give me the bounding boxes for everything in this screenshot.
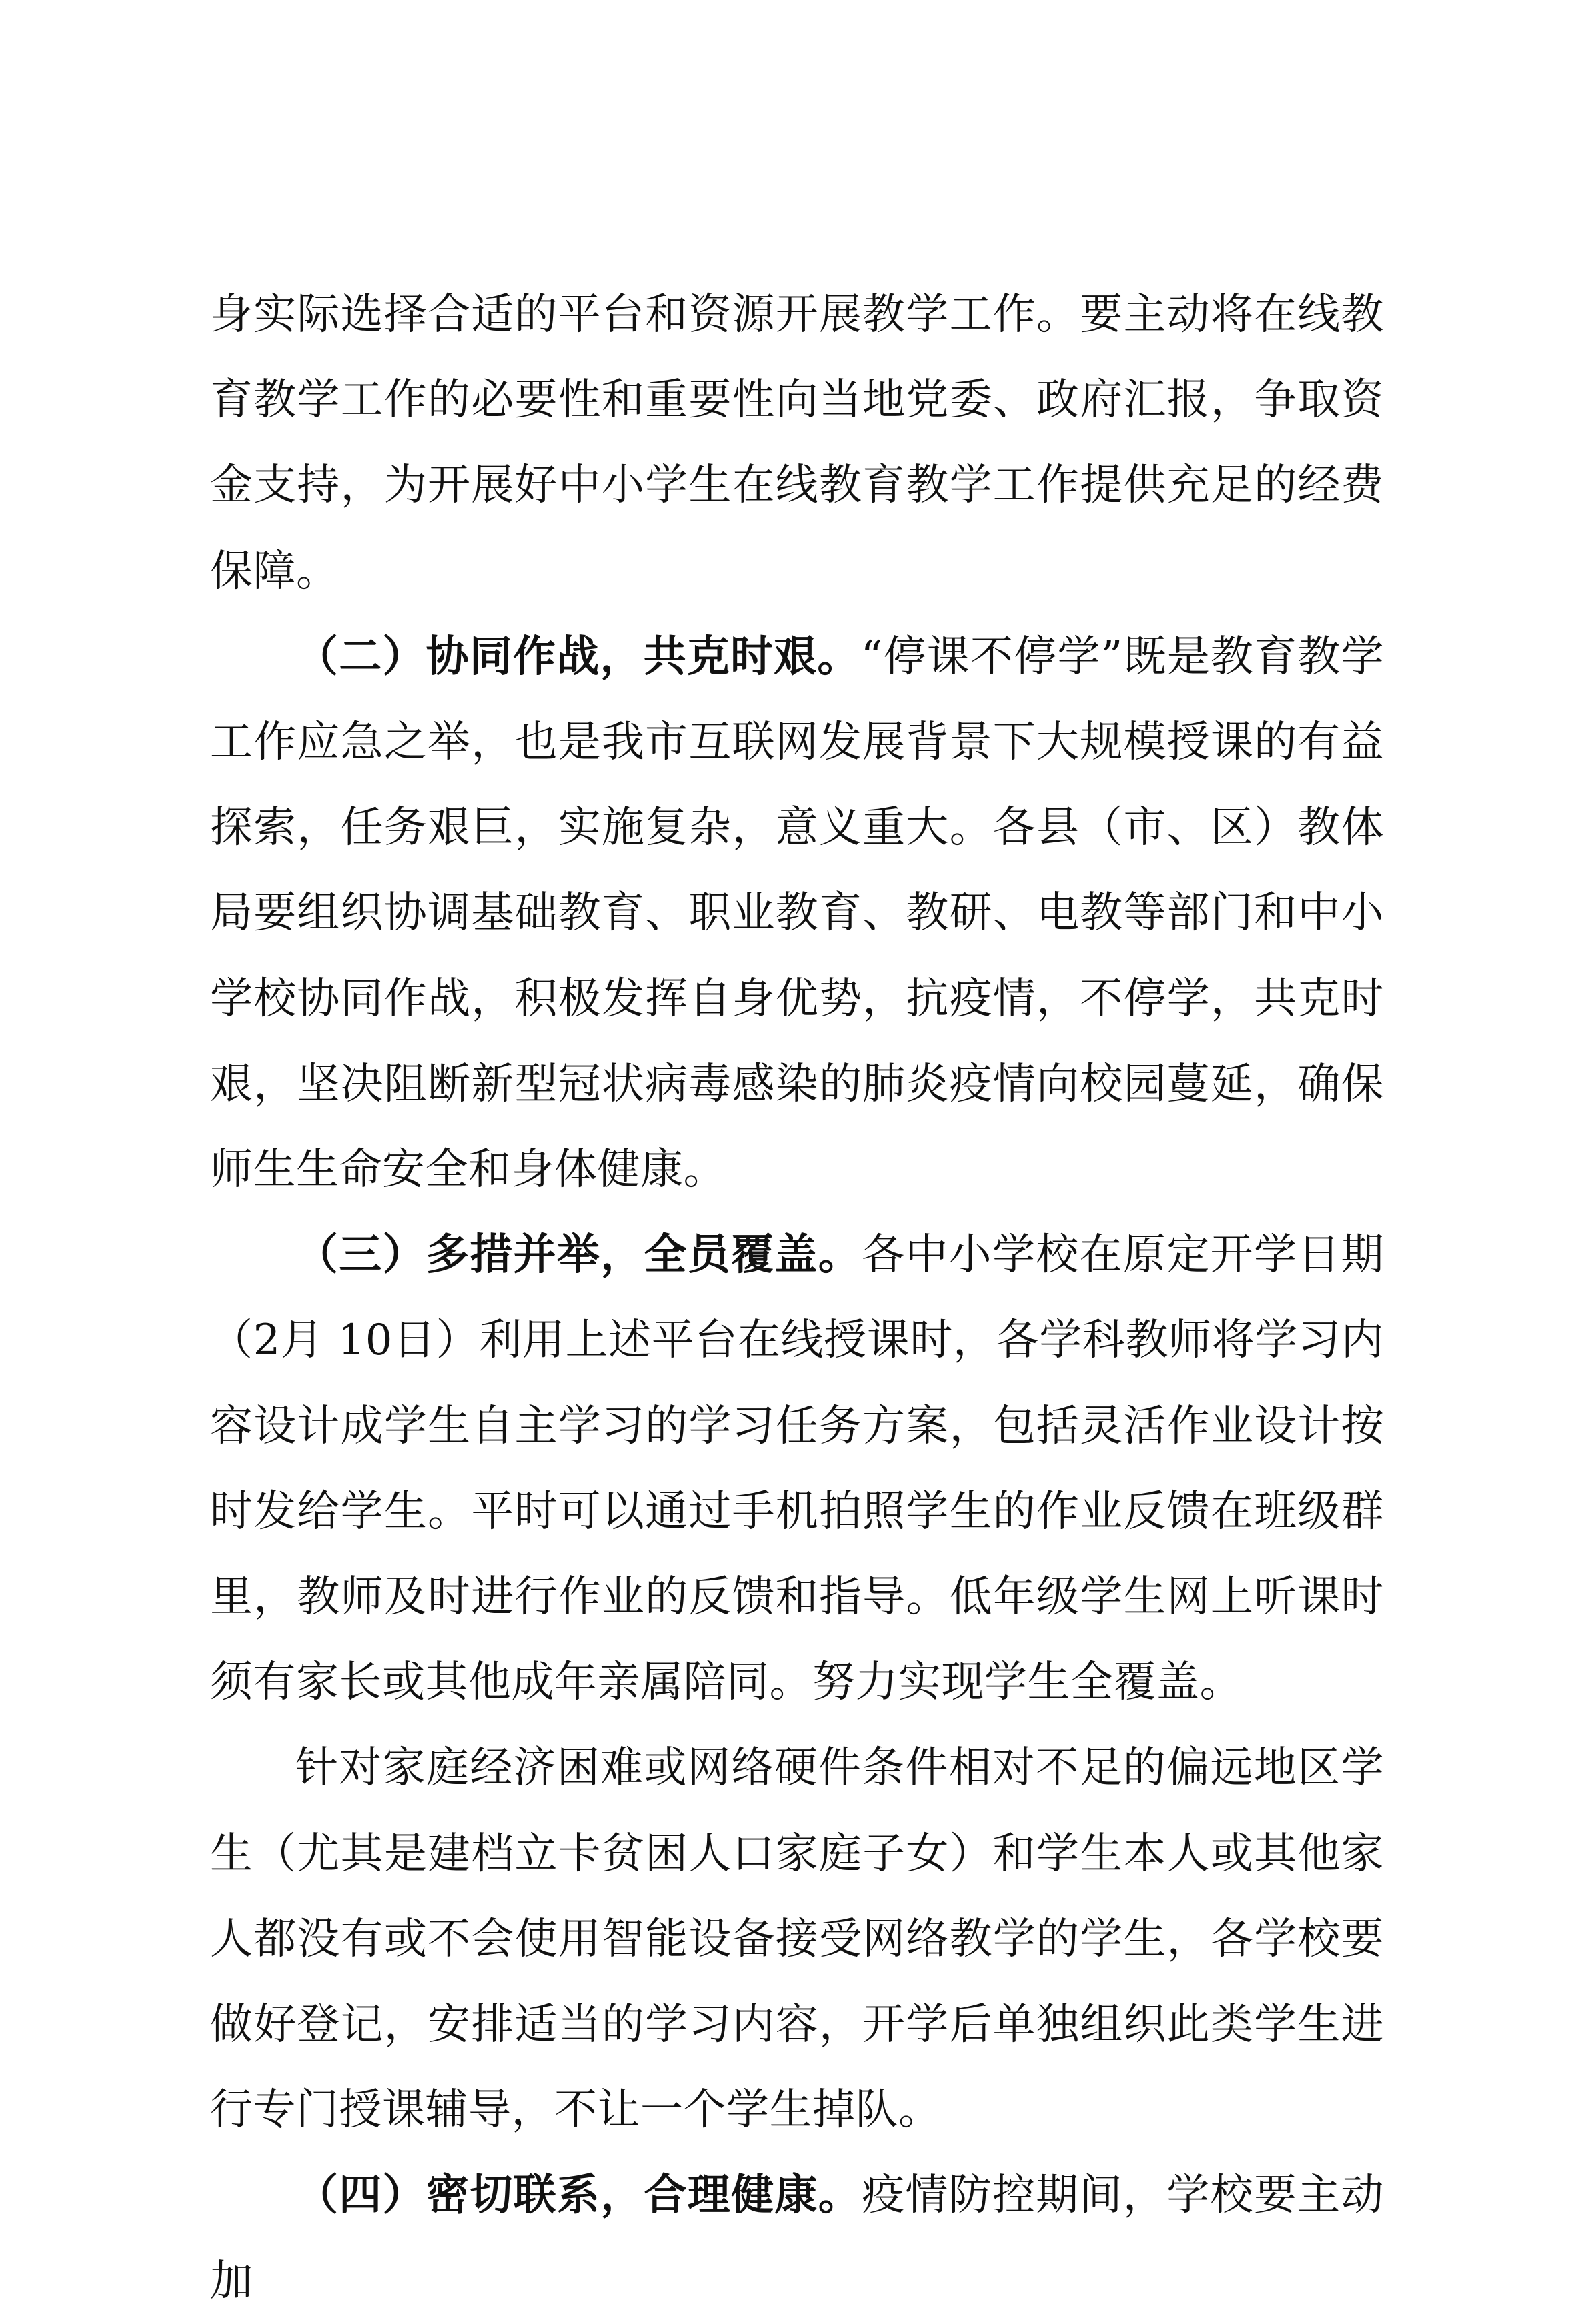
- section-heading-four: （四）密切联系，合理健康。: [295, 2170, 862, 2221]
- paragraph-coverage: [210, 1212, 1384, 1725]
- paragraph-cooperation: [210, 614, 1384, 1212]
- paragraph-remote-students: [210, 1725, 1384, 2153]
- paragraph-funding: [210, 272, 1384, 614]
- paragraph-funding-text: 身实际选择合适的平台和资源开展教学工作。要主动将在线教育教学工作的必要性和重要性向当地党委、政府汇报，争取资金支持，为开展好中小学生在线教育教学工作提供充足的经费保障。: [210, 290, 1384, 596]
- paragraph-cooperation-text: “停课不停学”既是教育教学工作应急之举，也是我市互联网发展背景下大规模授课的有益探索，任务艰巨，实施复杂，意义重大。各县（市、区）教体局要组织协调基础教育、职业教育、教研、电教等部门和中小学校协同作战，积极发挥自身优势，抗疫情，不停学，共克时艰，坚决阻断新型冠状病毒感染的肺炎疫情向校园蔓延，确保师生生命安全和身体健康。: [210, 632, 1385, 1195]
- paragraph-contact: [210, 2153, 1384, 2323]
- document-body: [210, 272, 1384, 2324]
- paragraph-remote-students-text: 针对家庭经济困难或网络硬件条件相对不足的偏远地区学生（尤其是建档立卡贫困人口家庭子女）和学生本人或其他家人都没有或不会使用智能设备接受网络教学的学生，各学校要做好登记，安排适当的学习内容，开学后单独组织此类学生进行专门授课辅导，不让一个学生掉队。: [210, 1743, 1384, 2135]
- paragraph-contact-text: 疫情防控期间，学校要主动加: [210, 2171, 1384, 2306]
- paragraph-coverage-text: 各中小学校在原定开学日期（2月 10日）利用上述平台在线授课时，各学科教师将学习内容设计成学生自主学习的学习任务方案，包括灵活作业设计按时发给学生。平时可以通过手机拍照学生的作业反馈在班级群里，教师及时进行作业的反馈和指导。低年级学生网上听课时须有家长或其他成年亲属陪同。努力实现学生全覆盖。: [210, 1230, 1384, 1708]
- section-heading-two: （二）协同作战，共克时艰。: [295, 631, 861, 682]
- section-heading-three: （三）多措并举，全员覆盖。: [295, 1230, 862, 1280]
